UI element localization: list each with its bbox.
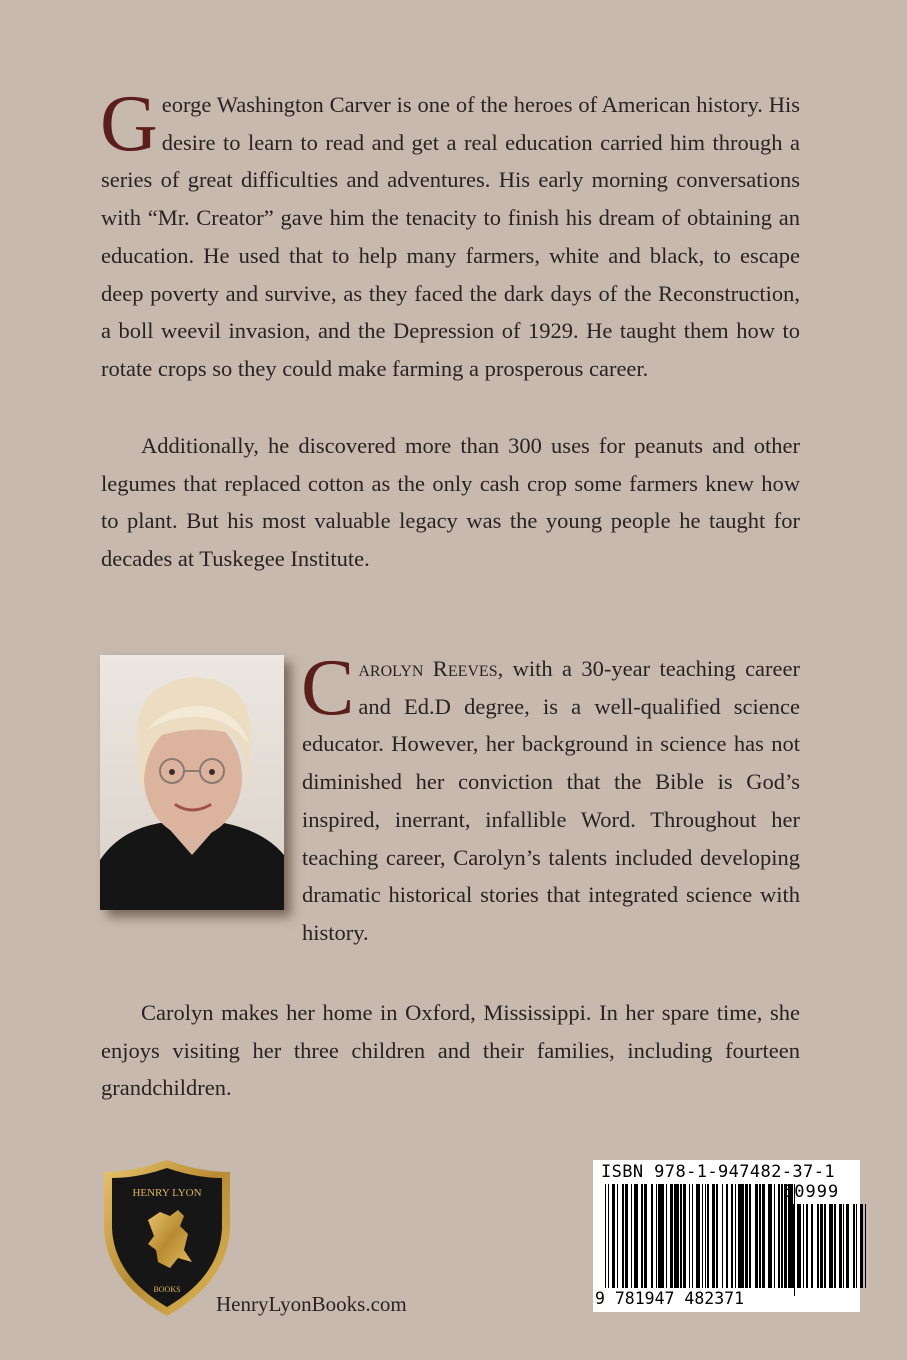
- logo-top-text: HENRY LYON: [132, 1187, 202, 1199]
- isbn-barcode: [593, 1160, 860, 1312]
- isbn-number: ISBN 978-1-947482-37-1: [601, 1162, 835, 1182]
- author-paragraph-2: Carolyn makes her home in Oxford, Mississippi. In her spare time, she enjoys visiting her three children and their families, including fourteen grandchildren.: [101, 1000, 800, 1101]
- author-bio: [301, 644, 800, 952]
- author-photo: [100, 655, 284, 910]
- publisher-website[interactable]: HenryLyonBooks.com: [216, 1292, 407, 1316]
- ean-digits: 9 781947 482371: [595, 1289, 745, 1308]
- barcode-space: [866, 1204, 867, 1288]
- blurb-paragraph-1: [100, 80, 800, 388]
- author-bio-text: , with a 30-year teaching career and Ed.D degree, is a well-qualified science educator. However, her background in science has not diminished her conviction that the Bible is God’s inspired, inerrant, infallible Word. Throughout her teaching career, Carolyn’s talents included developing dramatic historical stories that integrated science with history.: [302, 656, 800, 945]
- author-name: arolyn Reeves: [358, 656, 498, 681]
- logo-bottom-text: BOOKS: [153, 1285, 181, 1294]
- publisher-logo: [100, 1158, 234, 1318]
- addon-barcode-bars: [781, 1204, 868, 1296]
- ean-barcode-bars: [605, 1184, 797, 1296]
- blurb-paragraph-2: Additionally, he discovered more than 300 uses for peanuts and other legumes that replaced cotton as the only cash crop some farmers knew how to plant. But his most valuable legacy was the young people he taught for decades at Tuskegee Institute.: [101, 433, 800, 572]
- author-dropcap-letter: C: [301, 644, 355, 732]
- dropcap-letter: G: [100, 80, 158, 168]
- blurb-paragraph-1-text: eorge Washington Carver is one of the heroes of American history. His desire to learn to read and get a real education carried him through a series of great difficulties and adventures. His early morning conversations with “Mr. Creator” gave him the tenacity to finish his dream of obtaining an education. He used that to help many farmers, white and black, to escape deep poverty and survive, as they faced the dark days of the Reconstruction, a boll weevil invasion, and the Depression of 1929. He taught them how to rotate crops so they could make farming a prosperous career.: [101, 92, 800, 381]
- price-code: 50999: [783, 1182, 840, 1202]
